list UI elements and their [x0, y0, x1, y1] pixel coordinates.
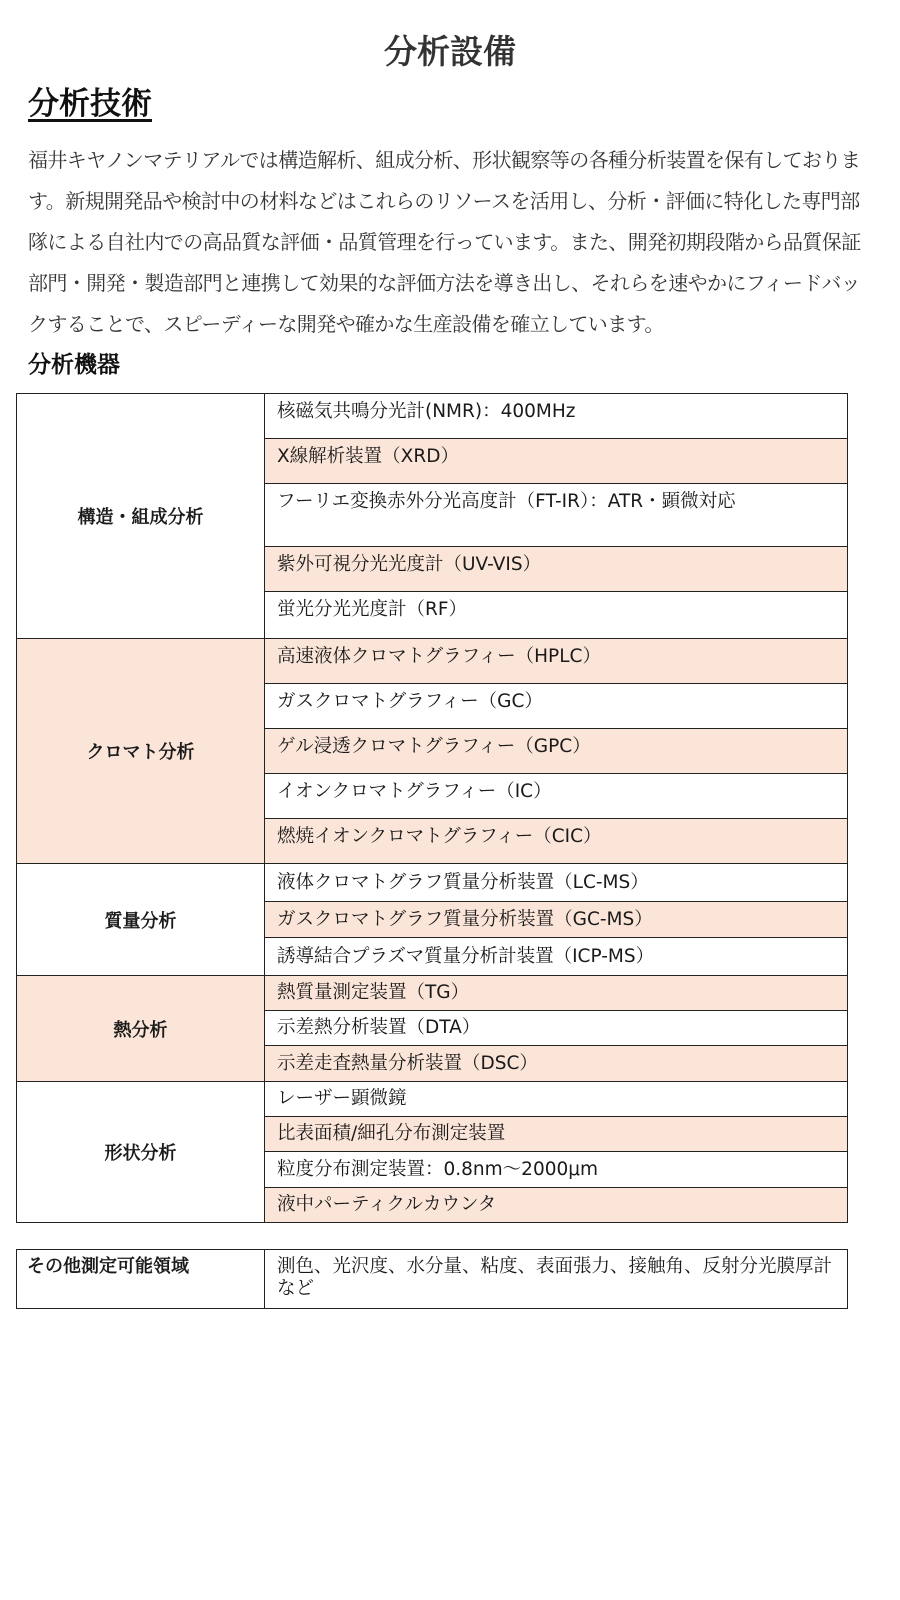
equipment-item: ガスクロマトグラフ質量分析装置（GC-MS）: [265, 902, 848, 938]
equipment-item: イオンクロマトグラフィー（IC）: [265, 774, 848, 819]
page-title: 分析設備: [384, 32, 516, 71]
other-value: 測色、光沢度、水分量、粘度、表面張力、接触角、反射分光膜厚計など: [265, 1250, 848, 1309]
table-row: [17, 639, 848, 684]
category-shape: 形状分析: [17, 1082, 265, 1223]
table-row: [17, 1250, 848, 1309]
equipment-item: 液体クロマトグラフ質量分析装置（LC-MS）: [265, 864, 848, 902]
category-structure: 構造・組成分析: [17, 394, 265, 639]
equipment-item: X線解析装置（XRD）: [265, 439, 848, 484]
equipment-item: 示差走査熱量分析装置（DSC）: [265, 1046, 848, 1082]
equipment-item: 比表面積/細孔分布測定装置: [265, 1117, 848, 1152]
other-table: [16, 1249, 848, 1309]
equipment-item: 熱質量測定装置（TG）: [265, 976, 848, 1011]
equipment-item: 液中パーティクルカウンタ: [265, 1188, 848, 1223]
equipment-item: 高速液体クロマトグラフィー（HPLC）: [265, 639, 848, 684]
table-row: [17, 1082, 848, 1117]
table-row: [17, 864, 848, 902]
section-title: 分析技術: [28, 86, 152, 122]
category-thermal: 熱分析: [17, 976, 265, 1082]
equipment-item: 燃焼イオンクロマトグラフィー（CIC）: [265, 819, 848, 864]
equipment-item: フーリエ変換赤外分光高度計（FT-IR）：ATR・顕微対応: [265, 484, 848, 547]
table-row: [17, 394, 848, 439]
equipment-item: ゲル浸透クロマトグラフィー（GPC）: [265, 729, 848, 774]
equipment-item: 粒度分布測定装置：0.8nm～2000μm: [265, 1152, 848, 1188]
equipment-table: [16, 393, 848, 1223]
equipment-item: レーザー顕微鏡: [265, 1082, 848, 1117]
category-chromatography: クロマト分析: [17, 639, 265, 864]
equipment-item: 示差熱分析装置（DTA）: [265, 1011, 848, 1046]
other-label: その他測定可能領域: [17, 1250, 265, 1309]
equipment-heading: 分析機器: [28, 352, 120, 378]
category-mass: 質量分析: [17, 864, 265, 976]
intro-paragraph: 福井キヤノンマテリアルでは構造解析、組成分析、形状観察等の各種分析装置を保有しております。新規開発品や検討中の材料などはこれらのリソースを活用し、分析・評価に特化した専門部隊による自社内での高品質な評価・品質管理を行っています。また、開発初期段階から品質保証部門・開発・製造部門と連携して効果的な評価方法を導き出し、それらを速やかにフィードバックすることで、スピーディーな開発や確かな生産設備を確立しています。: [28, 148, 861, 336]
equipment-item: 核磁気共鳴分光計(NMR)：400MHz: [265, 394, 848, 439]
table-row: [17, 976, 848, 1011]
equipment-item: 紫外可視分光光度計（UV-VIS）: [265, 547, 848, 592]
equipment-item: ガスクロマトグラフィー（GC）: [265, 684, 848, 729]
equipment-item: 誘導結合プラズマ質量分析計装置（ICP-MS）: [265, 938, 848, 976]
equipment-item: 蛍光分光光度計（RF）: [265, 592, 848, 639]
